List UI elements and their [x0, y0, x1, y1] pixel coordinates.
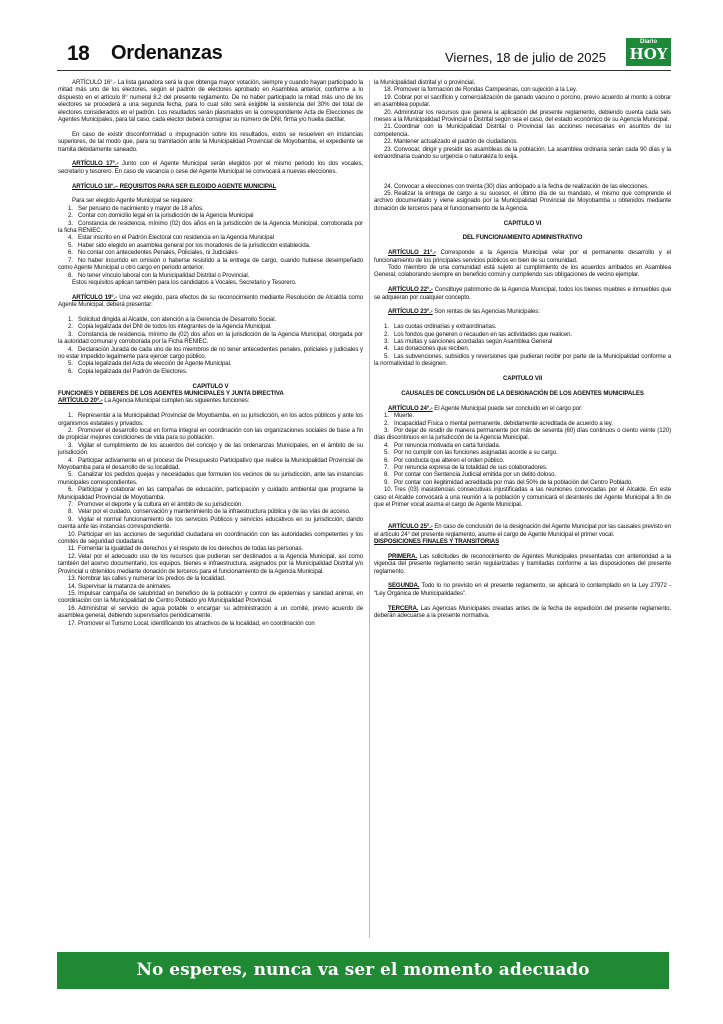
paragraph-text: Ser peruano de nacimiento y mayor de 18 años.	[78, 204, 204, 212]
article-label: SEGUNDA.	[388, 582, 420, 590]
list-item	[58, 471, 363, 486]
list-item-number: 23.	[384, 145, 393, 153]
list-item	[58, 545, 363, 552]
list-item	[58, 323, 363, 330]
paragraph-text: Por renuncia expresa de la totalidad de sus colaboradores.	[394, 463, 548, 471]
paragraph-text: Velar por el adecuado uso de los recursos que pudieran ser destinados a la Agencia Municipal, así como también del acervo documentario, los equipos, bienes e infraestructura, asignados por la Municipalidad Distrital y/o Provincial u obtenidos mediante donación de terceros para el funcionamiento de la Agencia Municipal.	[58, 552, 363, 575]
list-item	[374, 457, 671, 464]
paragraph-text: Fomentar la igualdad de derechos y el respeto de los derechos de todas las personas.	[78, 545, 303, 553]
paragraph-text: Administrar el servicio de agua potable o encargar su administración a un comité, previo acuerdo de asamblea general, debiendo supervisarlos periódicamente.	[58, 604, 363, 620]
paragraph-text: Por contar con ilegitimidad acreditada por más del 50% de la población del Centro Poblado.	[394, 478, 633, 486]
paragraph-spacer	[58, 405, 363, 412]
footer-banner: No esperes, nunca va ser el momento adecuado	[57, 952, 669, 989]
paragraph-text: Por dejar de residir de manera permanente por más de sesenta (60) días continuos o ciento veinte (120) días discontinuos en la jurisdicción de la Agencia Municipal.	[374, 426, 671, 442]
chapter-heading	[374, 375, 671, 382]
issue-date: Viernes, 18 de julio de 2025	[445, 50, 606, 65]
list-item	[58, 368, 363, 375]
list-item-number: 15.	[68, 589, 77, 597]
list-item	[374, 479, 671, 486]
list-item	[58, 272, 363, 279]
list-item	[58, 316, 363, 323]
list-item	[374, 138, 671, 145]
list-item	[374, 345, 671, 352]
list-item-number: 22.	[384, 138, 393, 146]
paragraph-text: CAPITULO VI	[503, 219, 542, 227]
header-divider	[57, 70, 671, 71]
paragraph-text: No tener vínculo laboral con la Municipalidad Distrital o Provincial.	[78, 271, 250, 279]
list-item-number: 3.	[384, 426, 389, 434]
list-item	[58, 508, 363, 515]
newspaper-logo	[626, 38, 671, 66]
list-item-number: 25.	[384, 190, 393, 198]
list-item-number: 7.	[68, 501, 73, 509]
list-item-number: 2.	[68, 426, 73, 434]
paragraph-text: Promover el desarrollo local en forma integral en coordinación con las organizaciones sociales de base a fin de propiciar mejores condiciones de vida para su población.	[58, 426, 363, 442]
paragraph-spacer	[374, 397, 671, 404]
list-item-number: 4.	[68, 234, 73, 242]
paragraph-text: Los fondos que generen o recauden en las actividades que realicen.	[394, 330, 573, 338]
paragraph-spacer	[374, 545, 671, 552]
list-item-number: 5.	[68, 471, 73, 479]
list-item	[374, 471, 671, 478]
paragraph-text: Cobrar por el sacrificio y comercialización de ganado vacuno o porcino, previo acuerdo al monto a cobrar en asamblea popular.	[374, 93, 671, 109]
list-item-number: 6.	[68, 367, 73, 375]
paragraph-spacer	[58, 375, 363, 382]
paragraph	[58, 279, 363, 286]
paragraph-spacer	[374, 383, 671, 390]
paragraph-text: Para ser elegido Agente Municipal se requiere:	[72, 197, 194, 205]
list-item-number: 6.	[68, 486, 73, 494]
list-item-number: 12.	[68, 552, 77, 560]
paragraph-text: Las multas y sanciones acordadas según Asamblea General	[394, 338, 553, 346]
paragraph-text: Por no cumplir con las funciones asignadas acorde a su cargo.	[394, 449, 558, 457]
paragraph	[58, 294, 363, 309]
paragraph-text: Las solicitudes de reconocimiento de Agentes Municipales presentadas con anterioridad a la vigencia del presente reglamento serán regularizadas y tramitadas conforme a las disposiciones del presente reglamento.	[374, 552, 671, 575]
list-item	[58, 553, 363, 575]
paragraph	[374, 523, 671, 538]
paragraph-text: Promover la formación de Rondas Campesinas, con sujeción a la Ley.	[394, 86, 577, 94]
paragraph-text: Copia legalizada del Padrón de Electores.	[78, 367, 188, 375]
list-item	[374, 123, 671, 138]
paragraph-text: En caso de conclusión de la designación del Agente Municipal por las causales previsto en el artículo 24° del presente reglamento, asume el cargo de Agente Municipal el primer vocal.	[374, 523, 671, 538]
paragraph-text: Convocar a elecciones con treinta (30) días anticipado a la fecha de realización de las elecciones.	[394, 182, 649, 190]
paragraph-text: CAUSALES DE CONCLUSIÓN DE LA DESIGNACIÓN DE LOS AGENTES MUNICIPALES	[401, 389, 644, 397]
paragraph-text: Todo lo no previsto en el presente reglamento, se aplicará lo contemplado en la Ley 27972 - “Ley Orgánica de Municipalidades”.	[374, 582, 671, 597]
paragraph-text: Administrar los recursos que genera la aplicación del presente reglamento, debiendo cuenta cada seis meses a la Municipalidad Provincial o Distrital según sea el caso, del estado económico de su Agencia Municipal.	[374, 108, 671, 124]
paragraph	[374, 308, 671, 315]
list-item	[58, 620, 363, 627]
list-item-number: 16.	[68, 604, 77, 612]
list-item	[58, 583, 363, 590]
list-item	[374, 486, 671, 508]
list-item	[58, 242, 363, 249]
list-item	[58, 212, 363, 219]
list-item-number: 5.	[384, 449, 389, 457]
paragraph-text: Incapacidad Física o mental permanente, debidamente acreditada de acuerdo a ley.	[394, 419, 613, 427]
paragraph	[58, 197, 363, 204]
list-item-number: 2.	[384, 419, 389, 427]
list-item-number: 1.	[68, 412, 73, 420]
paragraph-text: Estos requisitos aplican también para los candidatos a Vocales, Secretario y Tesorero.	[72, 278, 297, 286]
paragraph	[374, 582, 671, 597]
paragraph-spacer	[374, 175, 671, 182]
list-item-number: 11.	[68, 545, 76, 553]
list-item-number: 8.	[384, 471, 389, 479]
logo-small-text: Diario	[639, 39, 657, 45]
paragraph-text: Nombrar las calles y numerar los predios de la localidad.	[78, 575, 226, 583]
list-item	[58, 575, 363, 582]
paragraph-text: Coordinar con la Municipalidad Distrital o Provincial las acciones necesarias en asuntos de su competencia.	[374, 123, 671, 138]
paragraph-spacer	[58, 175, 363, 182]
list-item-number: 6.	[68, 249, 73, 257]
list-item-number: 1.	[384, 412, 389, 420]
paragraph-text: Promover el Turismo Local, identificando los atractivos de la localidad, en coordinación con	[78, 619, 315, 627]
paragraph-text: Estar inscrito en el Padrón Electoral con residencia en la Agencia Municipal	[78, 234, 274, 242]
paragraph-text: la Municipalidad distrital y/ o provincial.	[374, 79, 476, 86]
paragraph-text: Participar activamente en el proceso de Presupuesto Participativo que realice la Municipalidad Provincial de Moyobamba para el desarrollo de su localidad.	[58, 456, 363, 471]
paragraph-text: Las donaciones que reciben.	[394, 345, 470, 353]
list-item	[374, 464, 671, 471]
article-label: ARTÍCULO 18°.– REQUISITOS PARA SER ELEGIDO AGENTE MUNICIPAL	[72, 182, 277, 190]
paragraph-text: Declaración Jurada de cada uno de los miembros de no tener antecedentes penales, policiales y judiciales y no estar impedido legalmente para ejercer cargo público.	[58, 345, 363, 360]
paragraph-text: Canalizar los pedidos quejas y necesidades que formulen los vecinos de su jurisdicción, ante las instancias municipales correspondientes.	[58, 471, 363, 486]
article-label: ARTÍCULO 17°.-	[72, 160, 119, 168]
paragraph-text: No haber incurrido en omisión o haberse resistido a la entrega de cargo, cuando hubiese desempeñado como Agente Municipal u otro cargo en periodo anterior.	[58, 256, 363, 272]
paragraph-text: Promover el deporte y la cultura en el ámbito de su jurisdicción.	[78, 501, 243, 509]
list-item-number: 24.	[384, 182, 393, 190]
paragraph-text: Solicitud dirigida al Alcalde, con atención a la Gerencia de Desarrollo Social.	[78, 315, 277, 323]
paragraph-text: Representar a la Municipalidad Provincial de Moyobamba, en su jurisdicción, en los actos públicos y ante los organismos estatales y privados.	[58, 412, 363, 427]
page-number: 18	[67, 42, 90, 65]
list-item	[58, 234, 363, 241]
section-heading	[374, 538, 671, 545]
list-item-number: 14.	[68, 582, 77, 590]
list-item	[58, 531, 363, 546]
list-item	[58, 257, 363, 272]
list-item-number: 5.	[68, 360, 73, 368]
right-column	[374, 79, 671, 619]
list-item	[374, 338, 671, 345]
list-item	[374, 190, 671, 212]
paragraph-text: DEL FUNCIONAMIENTO ADMINISTRATIVO	[462, 234, 583, 242]
list-item-number: 5.	[384, 352, 389, 360]
paragraph-text: CAPITULO V	[192, 382, 229, 390]
list-item-number: 20.	[384, 108, 393, 116]
list-item	[58, 331, 363, 346]
list-item-number: 8.	[68, 271, 73, 279]
paragraph-spacer	[374, 227, 671, 234]
left-column	[58, 79, 363, 627]
paragraph-text: Supervisar la matanza de animales.	[78, 582, 172, 590]
list-item-number: 6.	[384, 456, 389, 464]
paragraph-text: ARTÍCULO 16°.- La lista ganadora será la que obtenga mayor votación, siempre y cuando hayan participado la mitad más uno de los electores, según el padrón de electores aprobado en Asamblea anterior, conforme a lo dispuesto en el artículo 8° numeral 8.2 del presente reglamento. De no haber participado la mitad más uno de los electores se procederá a una segunda fecha, para lo cual sólo será exigible la existencia del 30% del total de electores considerados en el padrón. Los resultados serán plasmados en la correspondiente Acta de Elecciones de Agentes Municipales, para tal caso, cada elector deberá consignar su número de DNI, firma y/o huella dactilar.	[58, 79, 363, 124]
column-divider	[369, 80, 370, 938]
article-label: ARTÍCULO 25°.-	[388, 523, 433, 531]
paragraph-text: Tres (03) inasistencias consecutivas injustificadas a las reuniones convocadas por el Alcalde. En este caso el Alcalde convocará a una reunión a la población y comunicará el desinterés del Agente Municipal a fin de que el Primer vocal asuma el cargo de Agente Municipal.	[374, 486, 671, 508]
paragraph-text: Copia legalizada del Acta de elección de Agente Municipal.	[78, 360, 232, 368]
list-item	[58, 412, 363, 427]
list-item	[58, 360, 363, 367]
paragraph-text: Constancia de residencia, mínimo de (02) dos años en la jurisdicción de la Agencia Municipal, otorgada por la autoridad comunal y corroborada por la Ficha RENIEC.	[58, 330, 363, 346]
list-item-number: 4.	[384, 441, 389, 449]
list-item-number: 7.	[68, 256, 73, 264]
list-item	[374, 412, 671, 419]
paragraph-text: Todo miembro de una comunidad está sujeto al cumplimiento de los acuerdos arribados en Asamblea General, colaborando siempre en beneficio común y cumpliendo sus obligaciones de vecino ejemplar.	[374, 264, 671, 279]
list-item-number: 5.	[68, 241, 73, 249]
paragraph	[374, 405, 671, 412]
list-item	[374, 331, 671, 338]
list-item-number: 3.	[384, 338, 389, 346]
paragraph-text: Son rentas de las Agencias Municipales:	[432, 308, 540, 316]
list-item	[58, 427, 363, 442]
list-item	[58, 590, 363, 605]
chapter-heading	[58, 383, 363, 390]
paragraph-text: Impulsar campaña de salubridad en beneficio de la población y control de epidemias y sanidad animal, en coordinación con la Municipalidad de Centro Poblado y/o Municipalidad Provincial.	[58, 589, 363, 605]
list-item-number: 10.	[384, 486, 393, 494]
paragraph	[58, 397, 363, 404]
paragraph-text: En caso de existir disconformidad o impugnación sobre los resultados, estos se resuelven en instancias superiores, de tal modo que, para su tramitación ante la Municipalidad Provincial de Moyobamba, el expediente se tramita debidamente saneado.	[58, 130, 363, 153]
paragraph-spacer	[374, 160, 671, 167]
paragraph	[374, 553, 671, 575]
list-item	[58, 516, 363, 531]
paragraph	[374, 264, 671, 279]
paragraph-spacer	[374, 508, 671, 515]
list-item	[374, 420, 671, 427]
article-label: ARTÍCULO 21°.-	[388, 249, 436, 257]
paragraph-text: Constancia de residencia, mínimo (02) dos años en la jurisdicción de la Agencia Municipal, corroborada por la ficha RENIEC.	[58, 219, 363, 235]
paragraph	[374, 79, 671, 86]
paragraph-text: Vigilar el normal funcionamiento de los servicios Públicos y servicios educativos en su jurisdicción, dando cuenta ante las instancias correspondiente.	[58, 515, 363, 531]
article-label: ARTÍCULO 23°.-	[388, 308, 433, 316]
list-item-number: 1.	[384, 323, 389, 331]
paragraph-text: Convocar, dirigir y presidir las asambleas de la población. La asamblea ordinaria serán cada 90 días y la extraordinaria cuando su urgencia o naturaleza lo exija.	[374, 145, 671, 161]
list-item-number: 9.	[68, 515, 73, 523]
section-title: Ordenanzas	[111, 42, 223, 64]
paragraph-spacer	[374, 597, 671, 604]
chapter-heading	[374, 220, 671, 227]
list-item	[374, 146, 671, 161]
list-item-number: 1.	[68, 315, 73, 323]
list-item-number: 2.	[68, 323, 73, 331]
list-item	[374, 86, 671, 93]
chapter-heading	[374, 390, 671, 397]
list-item	[58, 249, 363, 256]
paragraph-text: Las cuotas ordinarias y extraordinarias.	[394, 323, 497, 331]
list-item-number: 8.	[68, 508, 73, 516]
paragraph-text: DISPOSICIONES FINALES Y TRANSITORIAS	[374, 537, 500, 545]
list-item	[58, 220, 363, 235]
paragraph-text: Por contar con Sentencia Judicial emitida por un delito doloso.	[394, 471, 557, 479]
list-item	[58, 346, 363, 361]
list-item-number: 19.	[384, 93, 393, 101]
article-label: ARTÍCULO 19°.-	[72, 293, 118, 301]
list-item-number: 10.	[68, 530, 77, 538]
list-item	[374, 109, 671, 124]
list-item-number: 18.	[384, 86, 393, 94]
list-item	[58, 442, 363, 457]
paragraph-text: FUNCIONES Y DEBERES DE LOS AGENTES MUNICIPALES Y JUNTA DIRECTIVA	[58, 389, 284, 397]
page-header	[57, 38, 671, 68]
list-item-number: 4.	[68, 345, 73, 353]
paragraph-text: La Agencia Municipal cumplen las siguientes funciones:	[102, 397, 250, 405]
paragraph-text: Realizar la entrega de cargo a su sucesor, el último día de su mandato, el mismo que comprende el archivo documentado y viene asignado por la Municipalidad Provincial de Moyobamba u obtenidos mediante donación de terceros para el funcionamiento de la Agencia.	[374, 190, 671, 212]
list-item-number: 3.	[68, 219, 73, 227]
paragraph-spacer	[374, 212, 671, 219]
list-item-number: 7.	[384, 463, 389, 471]
paragraph-spacer	[58, 309, 363, 316]
list-item	[374, 353, 671, 368]
list-item-number: 4.	[384, 345, 389, 353]
paragraph-spacer	[374, 168, 671, 175]
list-item	[374, 442, 671, 449]
list-item	[374, 427, 671, 442]
paragraph-text: Copia legalizada del DNI de todos los integrantes de la Agencia Municipal.	[78, 323, 272, 331]
paragraph	[58, 131, 363, 153]
list-item	[374, 183, 671, 190]
list-item	[58, 457, 363, 472]
paragraph-text: Participar y colaborar en las campañas de educación, participación y cuidado ambiental que programe la Municipalidad Provincial de Moyobamba.	[58, 486, 363, 501]
paragraph-spacer	[58, 190, 363, 197]
paragraph-text: El Agente Municipal puede ser concluido en el cargo por:	[432, 404, 583, 412]
paragraph-text: Vigilar el cumplimiento de los acuerdos del concejo y de las ordenanzas Municipales, en el ámbito de su jurisdicción.	[58, 441, 363, 457]
list-item-number: 21.	[384, 123, 393, 131]
list-item	[58, 501, 363, 508]
paragraph-text: CAPITULO VII	[502, 375, 543, 383]
paragraph	[58, 183, 363, 190]
paragraph-text: Velar por el cuidado, conservación y mantenimiento de la infraestructura pública y de las vías de acceso.	[78, 508, 351, 516]
paragraph-spacer	[374, 368, 671, 375]
paragraph-spacer	[374, 575, 671, 582]
article-label: ARTÍCULO 22°.-	[388, 286, 433, 294]
paragraph-text: Las Agencias Municipales creadas antes de la fecha de expedición del presente reglamento, deberán adecuarse a la presente normativa.	[374, 604, 671, 619]
paragraph	[58, 79, 363, 123]
paragraph-text: Constituye patrimonio de la Agencia Municipal, todos los bienes muebles e inmuebles que se adquieran por cualquier concepto.	[374, 286, 671, 301]
list-item	[374, 323, 671, 330]
list-item-number: 2.	[384, 330, 389, 338]
article-label: ARTÍCULO 20°.-	[58, 397, 103, 405]
list-item-number: 13.	[68, 575, 77, 583]
paragraph-text: Corresponde a la Agencia Municipal velar por el permanente desarrollo y el funcionamiento de los principales servicios públicos en bien de su comunidad.	[374, 249, 671, 264]
logo-big-text: HOY	[629, 45, 668, 63]
list-item-number: 4.	[68, 456, 73, 464]
paragraph-text: Las subvenciones, subsidios y reversiones que pudieran recibir por parte de la Municipalidad conforme a la normatividad lo designen.	[374, 352, 671, 368]
list-item-number: 9.	[384, 478, 389, 486]
paragraph-text: No contar con antecedentes Penales, Policiales, ni Judiciales	[78, 249, 238, 257]
list-item	[58, 605, 363, 620]
paragraph-text: Por renuncia motivada en carta fundada.	[394, 441, 501, 449]
article-label: TERCERA.	[388, 604, 419, 612]
paragraph-text: Por conducta que alteren el orden público.	[394, 456, 505, 464]
paragraph-text: Haber sido elegido en asamblea general por los moradores de la jurisdicción establecida.	[78, 241, 311, 249]
paragraph-spacer	[58, 123, 363, 130]
article-label: PRIMERA.	[388, 552, 417, 560]
list-item-number: 17.	[68, 619, 77, 627]
list-item	[58, 205, 363, 212]
chapter-heading	[374, 234, 671, 241]
paragraph-spacer	[58, 286, 363, 293]
list-item-number: 2.	[68, 212, 73, 220]
paragraph-text: Participar en las acciones de seguridad ciudadana en coordinación con las autoridades competentes y los comités de seguridad ciudadana.	[58, 530, 363, 546]
paragraph	[374, 249, 671, 264]
list-item-number: 3.	[68, 330, 73, 338]
paragraph	[374, 605, 671, 620]
list-item-number: 1.	[68, 204, 73, 212]
list-item	[58, 486, 363, 501]
paragraph-text: Muerte.	[394, 412, 414, 420]
paragraph-text: Una vez elegido, para efectos de su reconocimiento mediante Resolución de Alcaldía como Agente Municipal, deberá presentar:	[58, 293, 363, 309]
paragraph	[374, 286, 671, 301]
list-item-number: 3.	[68, 441, 73, 449]
paragraph-spacer	[374, 316, 671, 323]
paragraph-text: Contar con domicilio legal en la jurisdicción de la Agencia Municipal	[78, 212, 254, 220]
list-item	[374, 94, 671, 109]
paragraph-text: Junto con el Agente Municipal serán elegidos por el mismo periodo los dos vocales, secretario y tesorero. En caso de vacancia o cese del Agente Municipal se convocará a nuevas elecciones.	[58, 160, 363, 175]
list-item	[374, 449, 671, 456]
article-label: ARTÍCULO 24°.-	[388, 404, 433, 412]
paragraph-text: Mantener actualizado el padrón de ciudadanos.	[394, 138, 518, 146]
paragraph	[58, 160, 363, 175]
